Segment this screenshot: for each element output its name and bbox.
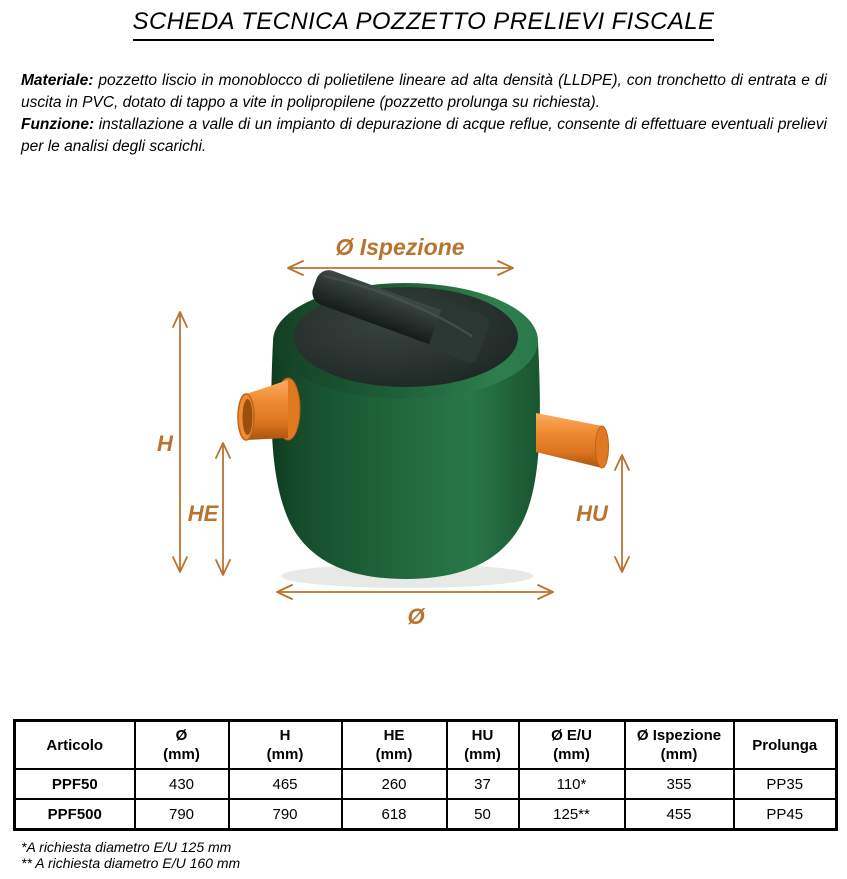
spec-table bbox=[13, 719, 838, 831]
cell-eu: 125** bbox=[519, 799, 625, 830]
cell-eu: 110* bbox=[519, 769, 625, 799]
cell-articolo: PPF50 bbox=[15, 769, 135, 799]
table-row bbox=[15, 769, 837, 799]
header-eu: Ø E/U (mm) bbox=[519, 721, 625, 770]
cell-ispezione: 455 bbox=[625, 799, 734, 830]
funzione-paragraph bbox=[21, 114, 827, 158]
header-diametro: Ø (mm) bbox=[135, 721, 229, 770]
description-block bbox=[21, 70, 827, 158]
funzione-text: installazione a valle di un impianto di depurazione di acque reflue, consente di effettuare eventuali prelievi per le analisi degli scarichi. bbox=[21, 116, 827, 155]
cell-diametro: 790 bbox=[135, 799, 229, 830]
cell-hu: 37 bbox=[447, 769, 519, 799]
materiale-text: pozzetto liscio in monoblocco di polietilene lineare ad alta densità (LLDPE), con tronchetto di entrata e di uscita in PVC, dotato di tappo a vite in polipropilene (pozzetto prolunga su richiesta). bbox=[21, 72, 827, 111]
page-title bbox=[0, 8, 847, 41]
footnote: ** A richiesta diametro E/U 160 mm bbox=[21, 855, 241, 871]
cell-hu: 50 bbox=[447, 799, 519, 830]
inspection-diameter-label: Ø Ispezione bbox=[335, 234, 465, 260]
diameter-label: Ø bbox=[407, 604, 425, 629]
outlet-pipe bbox=[536, 413, 609, 468]
footnotes bbox=[21, 839, 240, 871]
header-articolo: Articolo bbox=[15, 721, 135, 770]
materiale-paragraph bbox=[21, 70, 827, 114]
cell-ispezione: 355 bbox=[625, 769, 734, 799]
cell-h: 790 bbox=[229, 799, 342, 830]
table-row bbox=[15, 799, 837, 830]
hu-label: HU bbox=[576, 501, 608, 526]
header-prolunga: Prolunga bbox=[734, 721, 837, 770]
cell-articolo: PPF500 bbox=[15, 799, 135, 830]
he-label: HE bbox=[187, 501, 219, 526]
tank-diagram bbox=[140, 225, 650, 635]
cell-prolunga: PP45 bbox=[734, 799, 837, 830]
funzione-label: Funzione: bbox=[21, 116, 95, 133]
footnote: *A richiesta diametro E/U 125 mm bbox=[21, 839, 232, 855]
inlet-pipe bbox=[238, 378, 300, 440]
cell-he: 618 bbox=[342, 799, 447, 830]
cell-he: 260 bbox=[342, 769, 447, 799]
h-label: H bbox=[157, 431, 173, 456]
header-hu: HU (mm) bbox=[447, 721, 519, 770]
cell-prolunga: PP35 bbox=[734, 769, 837, 799]
page-title-text: SCHEDA TECNICA POZZETTO PRELIEVI FISCALE bbox=[133, 8, 715, 41]
materiale-label: Materiale: bbox=[21, 72, 94, 89]
header-he: HE (mm) bbox=[342, 721, 447, 770]
cell-h: 465 bbox=[229, 769, 342, 799]
header-h: H (mm) bbox=[229, 721, 342, 770]
header-ispezione: Ø Ispezione (mm) bbox=[625, 721, 734, 770]
cell-diametro: 430 bbox=[135, 769, 229, 799]
table-header-row bbox=[15, 721, 837, 770]
